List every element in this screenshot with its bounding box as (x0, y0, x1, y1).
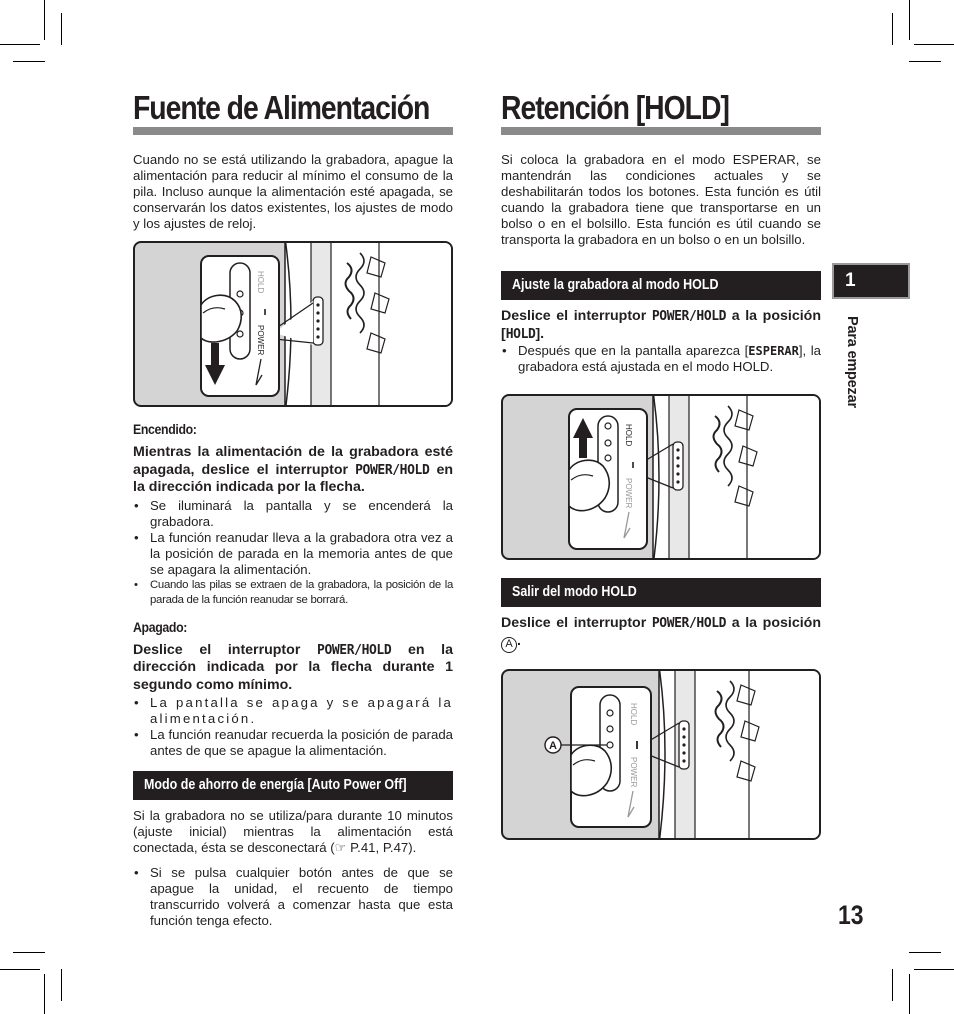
list-item: • Se iluminará la pantalla y se encenderá la grabadora. (133, 498, 453, 530)
bullet-text-a: Después que en la pantalla aparezca [ (518, 343, 749, 358)
crop-mark (914, 969, 954, 970)
exit-hold-lead-a: Deslice el interruptor (501, 615, 652, 631)
heading-apagado: Apagado: (133, 618, 187, 635)
chapter-label-text: Para empezar (844, 316, 860, 408)
power-off-bullets (133, 695, 453, 759)
chapter-tab (832, 263, 910, 299)
power-off-lead-a: Deslice el interruptor (133, 641, 318, 658)
crop-mark (61, 969, 62, 1001)
crop-mark (13, 952, 45, 953)
power-hold-key: POWER/HOLD (651, 309, 727, 324)
left-column (133, 90, 453, 232)
crop-mark (0, 44, 40, 45)
power-hold-key: POWER/HOLD (355, 462, 430, 478)
chapter-label (836, 316, 866, 416)
set-hold-bullets (501, 343, 821, 375)
recorder-illustration (503, 671, 819, 838)
section-bar-label: Ajuste la grabadora al modo HOLD (512, 277, 719, 293)
section-bar-exit-hold (501, 578, 821, 607)
recorder-illustration (503, 396, 819, 558)
chapter-number: 1 (845, 270, 856, 291)
power-on-lead-b: en la dirección indicada por la flecha. (133, 461, 454, 495)
crop-mark (44, 974, 45, 1014)
svg-text:POWER: POWER (629, 757, 638, 788)
exit-hold-lead-c: . (517, 632, 521, 649)
hold-intro-paragraph: Si coloca la grabadora en el modo ESPERAR, se mantendrán las condiciones actuales y se deshabilitarán todos los botones. Esta función es útil cuando la grabadora tiene que transportarse en un bolso o en el bolsillo. Esta función es útil cuando se transporta la grabadora en un bolso o en un bolsillo. (501, 152, 821, 247)
callout-a: A (549, 740, 557, 752)
set-hold-section (501, 271, 821, 375)
exit-hold-lead-b: a la posición (726, 615, 821, 631)
exit-hold-section (501, 578, 821, 653)
auto-power-off-section (133, 771, 453, 929)
set-hold-lead-b: a la posición [ (501, 308, 821, 342)
crop-mark (0, 969, 40, 970)
right-column (501, 90, 821, 248)
crop-mark (909, 0, 910, 40)
intro-paragraph: Cuando no se está utilizando la grabadora, apague la alimentación para reducir al mínimo el consumo de la pila. Incluso aunque la alimentación esté apagada, se conservarán los datos existentes, los ajustes de modo y los ajustes de reloj. (133, 152, 453, 231)
section-bar-label: Modo de ahorro de energía [Auto Power Off] (144, 777, 407, 793)
heading-encendido: Encendido: (133, 421, 197, 437)
auto-power-off-bullets (133, 865, 453, 929)
esperar-key: ESPERAR (748, 344, 799, 358)
crop-mark (909, 974, 910, 1014)
power-on-instruction (133, 444, 453, 497)
auto-power-off-text: Si la grabadora no se utiliza/para durante 10 minutos (ajuste inicial) mientras la alimentación está conectada, ésta se desconectará (☞ P.41, P.47). (133, 808, 453, 855)
svg-text:HOLD: HOLD (629, 703, 638, 726)
power-hold-key: POWER/HOLD (317, 642, 392, 658)
hold-label: HOLD (256, 271, 265, 294)
list-item: • La pantalla se apaga y se apagará la alimentación. (133, 695, 453, 727)
svg-text:HOLD: HOLD (624, 424, 633, 447)
title-underline (501, 127, 821, 135)
list-item: • Cuando las pilas se extraen de la grabadora, la posición de la parada de la función reanudar se borrará. (133, 578, 453, 609)
hold-key: HOLD (505, 326, 536, 342)
crop-mark (61, 13, 62, 45)
power-off-instruction (133, 642, 453, 695)
list-item (501, 343, 821, 375)
section-title-hold: Retención [HOLD] (501, 89, 729, 126)
set-hold-lead-c: ]. (535, 325, 545, 342)
power-on-lead-a: Mientras la alimentación de la grabadora esté apagada, deslice el interruptor (133, 444, 453, 478)
list-item: • Si se pulsa cualquier botón antes de que se apague la unidad, el recuento de tiempo transcurrido volverá a comenzar hasta que esta función tenga efecto. (133, 865, 453, 929)
power-on-bullets (133, 498, 453, 609)
crop-mark (909, 952, 941, 953)
list-item: • La función reanudar recuerda la posición de parada antes de que se apague la alimentación. (133, 727, 453, 759)
power-hold-key: POWER/HOLD (651, 616, 727, 631)
figure-hold-switch (501, 394, 821, 560)
power-off-lead-b: en la dirección indicada por la flecha durante 1 segundo como mínimo. (133, 641, 454, 693)
crop-mark (892, 969, 893, 1001)
bullet-text-b: ], la grabadora está ajustada en el modo HOLD. (518, 343, 821, 374)
svg-text:POWER: POWER (624, 478, 633, 509)
figure-exit-hold (501, 669, 821, 840)
section-bar-label: Salir del modo HOLD (512, 584, 637, 600)
section-bar-set-hold (501, 271, 821, 300)
power-label: POWER (256, 325, 265, 356)
crop-mark (914, 44, 954, 45)
power-on-section (133, 421, 453, 759)
title-underline (133, 127, 453, 135)
section-bar-auto-power-off (133, 771, 453, 800)
position-a-marker: A (501, 637, 517, 653)
crop-mark (13, 61, 45, 62)
section-title-power: Fuente de Alimentación (133, 89, 430, 126)
crop-mark (909, 61, 941, 62)
set-hold-instruction (501, 308, 821, 343)
set-hold-lead-a: Deslice el interruptor (501, 308, 652, 324)
list-item: • La función reanudar lleva a la grabadora otra vez a la posición de parada en la memoria antes de que se apagara la alimentación. (133, 530, 453, 578)
exit-hold-instruction (501, 615, 821, 653)
figure-power-switch (133, 241, 453, 407)
crop-mark (892, 13, 893, 45)
crop-mark (44, 0, 45, 40)
recorder-illustration (135, 243, 451, 405)
page-number: 13 (838, 900, 864, 930)
